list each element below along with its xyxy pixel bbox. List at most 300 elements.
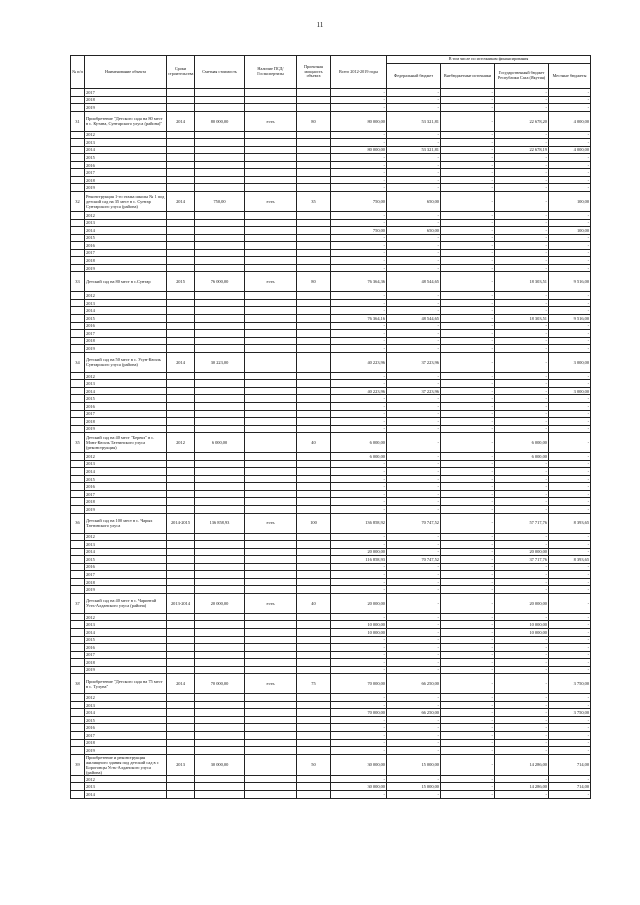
- year-label: 2016: [85, 161, 167, 169]
- year-row: [71, 621, 591, 629]
- total-amount: 136 858,92: [331, 513, 387, 533]
- year-label: 2014: [85, 468, 167, 476]
- local-budget: -: [549, 89, 591, 97]
- empty-psd-cell: [245, 709, 297, 717]
- empty-capacity-cell: [297, 227, 331, 235]
- header-name: Наименование объекта: [85, 56, 167, 89]
- local-budget: 3 000,00: [549, 387, 591, 395]
- empty-term-cell: [167, 96, 195, 104]
- design-capacity: 40: [297, 593, 331, 613]
- year-row: [71, 505, 591, 513]
- empty-psd-cell: [245, 636, 297, 644]
- object-row: [71, 192, 591, 212]
- year-label: 2017: [85, 651, 167, 659]
- empty-psd-cell: [245, 257, 297, 265]
- republic-budget: -: [495, 219, 549, 227]
- empty-capacity-cell: [297, 783, 331, 791]
- empty-term-cell: [167, 418, 195, 426]
- local-budget: -: [549, 131, 591, 139]
- empty-capacity-cell: [297, 621, 331, 629]
- empty-cost-cell: [195, 139, 245, 147]
- empty-cost-cell: [195, 345, 245, 353]
- empty-capacity-cell: [297, 322, 331, 330]
- total-amount: -: [331, 257, 387, 265]
- total-amount: 70 000,00: [331, 709, 387, 717]
- local-budget: -: [549, 169, 591, 177]
- empty-term-cell: [167, 402, 195, 410]
- extra-budget-sources: -: [441, 453, 495, 461]
- empty-psd-cell: [245, 104, 297, 112]
- design-capacity: 80: [297, 111, 331, 131]
- table-body: [71, 89, 591, 799]
- extra-budget-sources: -: [441, 219, 495, 227]
- federal-budget: -: [387, 307, 441, 315]
- empty-capacity-cell: [297, 533, 331, 541]
- year-row: [71, 345, 591, 353]
- republic-budget: -: [495, 330, 549, 338]
- year-row: [71, 578, 591, 586]
- year-label: 2012: [85, 775, 167, 783]
- empty-psd-cell: [245, 249, 297, 257]
- federal-budget: -: [387, 483, 441, 491]
- republic-budget: 57 717,76: [495, 513, 549, 533]
- year-label: 2018: [85, 176, 167, 184]
- empty-term-cell: [167, 716, 195, 724]
- republic-budget: -: [495, 352, 549, 372]
- republic-budget: -: [495, 299, 549, 307]
- total-amount: -: [331, 410, 387, 418]
- federal-budget: -: [387, 475, 441, 483]
- empty-term-cell: [167, 709, 195, 717]
- republic-budget: -: [495, 505, 549, 513]
- empty-capacity-cell: [297, 505, 331, 513]
- empty-num-cell: [71, 169, 85, 177]
- federal-budget: -: [387, 322, 441, 330]
- federal-budget: 53 321,81: [387, 146, 441, 154]
- total-amount: -: [331, 498, 387, 506]
- empty-psd-cell: [245, 146, 297, 154]
- total-amount: 76 364,16: [331, 315, 387, 323]
- empty-num-cell: [71, 299, 85, 307]
- year-row: [71, 249, 591, 257]
- year-label: 2012: [85, 694, 167, 702]
- empty-cost-cell: [195, 234, 245, 242]
- federal-budget: 66 250,00: [387, 674, 441, 694]
- empty-num-cell: [71, 146, 85, 154]
- empty-num-cell: [71, 219, 85, 227]
- empty-capacity-cell: [297, 307, 331, 315]
- federal-budget: -: [387, 372, 441, 380]
- federal-budget: -: [387, 402, 441, 410]
- year-label: 2012: [85, 372, 167, 380]
- empty-term-cell: [167, 219, 195, 227]
- empty-psd-cell: [245, 219, 297, 227]
- construction-term: 2014: [167, 192, 195, 212]
- total-amount: -: [331, 460, 387, 468]
- extra-budget-sources: -: [441, 541, 495, 549]
- republic-budget: -: [495, 257, 549, 265]
- empty-cost-cell: [195, 154, 245, 162]
- empty-capacity-cell: [297, 425, 331, 433]
- empty-psd-cell: [245, 548, 297, 556]
- year-label: 2017: [85, 249, 167, 257]
- total-amount: 6 000,00: [331, 453, 387, 461]
- local-budget: -: [549, 345, 591, 353]
- total-amount: -: [331, 790, 387, 798]
- empty-capacity-cell: [297, 578, 331, 586]
- empty-cost-cell: [195, 410, 245, 418]
- extra-budget-sources: -: [441, 161, 495, 169]
- total-amount: -: [331, 395, 387, 403]
- extra-budget-sources: -: [441, 402, 495, 410]
- empty-cost-cell: [195, 621, 245, 629]
- extra-budget-sources: -: [441, 89, 495, 97]
- empty-cost-cell: [195, 747, 245, 755]
- extra-budget-sources: -: [441, 212, 495, 220]
- year-label: 2017: [85, 169, 167, 177]
- empty-term-cell: [167, 541, 195, 549]
- empty-term-cell: [167, 337, 195, 345]
- empty-num-cell: [71, 89, 85, 97]
- empty-term-cell: [167, 644, 195, 652]
- empty-capacity-cell: [297, 460, 331, 468]
- empty-term-cell: [167, 548, 195, 556]
- design-capacity: 100: [297, 513, 331, 533]
- empty-num-cell: [71, 694, 85, 702]
- local-budget: -: [549, 586, 591, 594]
- empty-cost-cell: [195, 322, 245, 330]
- extra-budget-sources: -: [441, 513, 495, 533]
- empty-psd-cell: [245, 380, 297, 388]
- local-budget: -: [549, 337, 591, 345]
- empty-num-cell: [71, 659, 85, 667]
- local-budget: -: [549, 563, 591, 571]
- year-row: [71, 468, 591, 476]
- local-budget: -: [549, 460, 591, 468]
- object-number: 35: [71, 433, 85, 453]
- empty-cost-cell: [195, 387, 245, 395]
- republic-budget: -: [495, 578, 549, 586]
- total-amount: -: [331, 490, 387, 498]
- year-label: 2014: [85, 628, 167, 636]
- table-header: [71, 56, 591, 89]
- extra-budget-sources: -: [441, 380, 495, 388]
- total-amount: 76 364,36: [331, 272, 387, 292]
- extra-budget-sources: -: [441, 548, 495, 556]
- empty-capacity-cell: [297, 299, 331, 307]
- local-budget: -: [549, 257, 591, 265]
- header-cost: Сметная стоимость: [195, 56, 245, 89]
- local-budget: -: [549, 212, 591, 220]
- federal-budget: -: [387, 257, 441, 265]
- local-budget: -: [549, 104, 591, 112]
- estimated-cost: 750,00: [195, 192, 245, 212]
- empty-psd-cell: [245, 732, 297, 740]
- year-label: 2019: [85, 425, 167, 433]
- year-label: 2016: [85, 644, 167, 652]
- empty-cost-cell: [195, 701, 245, 709]
- header-psd: Наличие ПСД/ Госэкспертизы: [245, 56, 297, 89]
- empty-psd-cell: [245, 96, 297, 104]
- federal-budget: 650,00: [387, 192, 441, 212]
- empty-capacity-cell: [297, 184, 331, 192]
- empty-capacity-cell: [297, 483, 331, 491]
- empty-term-cell: [167, 460, 195, 468]
- year-row: [71, 483, 591, 491]
- total-amount: -: [331, 219, 387, 227]
- federal-budget: -: [387, 636, 441, 644]
- total-amount: -: [331, 96, 387, 104]
- extra-budget-sources: -: [441, 613, 495, 621]
- local-budget: -: [549, 621, 591, 629]
- year-row: [71, 227, 591, 235]
- empty-num-cell: [71, 395, 85, 403]
- republic-budget: -: [495, 96, 549, 104]
- total-amount: -: [331, 732, 387, 740]
- year-row: [71, 541, 591, 549]
- extra-budget-sources: -: [441, 184, 495, 192]
- total-amount: -: [331, 104, 387, 112]
- empty-capacity-cell: [297, 315, 331, 323]
- empty-capacity-cell: [297, 716, 331, 724]
- total-amount: -: [331, 234, 387, 242]
- local-budget: -: [549, 418, 591, 426]
- total-amount: 30 000,00: [331, 754, 387, 775]
- total-amount: 116 858,93: [331, 556, 387, 564]
- local-budget: -: [549, 613, 591, 621]
- local-budget: 4 000,00: [549, 111, 591, 131]
- empty-psd-cell: [245, 666, 297, 674]
- federal-budget: -: [387, 104, 441, 112]
- year-row: [71, 131, 591, 139]
- empty-num-cell: [71, 739, 85, 747]
- year-label: 2016: [85, 242, 167, 250]
- empty-term-cell: [167, 387, 195, 395]
- empty-term-cell: [167, 89, 195, 97]
- empty-term-cell: [167, 732, 195, 740]
- empty-term-cell: [167, 468, 195, 476]
- total-amount: -: [331, 264, 387, 272]
- empty-capacity-cell: [297, 292, 331, 300]
- local-budget: -: [549, 739, 591, 747]
- total-amount: -: [331, 659, 387, 667]
- empty-cost-cell: [195, 315, 245, 323]
- year-row: [71, 418, 591, 426]
- year-row: [71, 460, 591, 468]
- federal-budget: -: [387, 418, 441, 426]
- federal-budget: -: [387, 212, 441, 220]
- federal-budget: -: [387, 395, 441, 403]
- extra-budget-sources: -: [441, 352, 495, 372]
- construction-term: 2013-2014: [167, 593, 195, 613]
- year-row: [71, 176, 591, 184]
- extra-budget-sources: -: [441, 337, 495, 345]
- total-amount: -: [331, 586, 387, 594]
- republic-budget: -: [495, 89, 549, 97]
- empty-num-cell: [71, 505, 85, 513]
- total-amount: 40 223,96: [331, 387, 387, 395]
- estimated-cost: 20 000,00: [195, 593, 245, 613]
- republic-budget: -: [495, 212, 549, 220]
- empty-psd-cell: [245, 659, 297, 667]
- local-budget: 100,00: [549, 227, 591, 235]
- extra-budget-sources: -: [441, 387, 495, 395]
- empty-num-cell: [71, 533, 85, 541]
- empty-psd-cell: [245, 264, 297, 272]
- empty-term-cell: [167, 586, 195, 594]
- empty-term-cell: [167, 227, 195, 235]
- republic-budget: -: [495, 154, 549, 162]
- empty-capacity-cell: [297, 418, 331, 426]
- republic-budget: -: [495, 747, 549, 755]
- empty-num-cell: [71, 775, 85, 783]
- year-label: 2017: [85, 732, 167, 740]
- empty-capacity-cell: [297, 732, 331, 740]
- total-amount: -: [331, 372, 387, 380]
- empty-psd-cell: [245, 541, 297, 549]
- local-budget: 714,00: [549, 783, 591, 791]
- empty-term-cell: [167, 146, 195, 154]
- empty-capacity-cell: [297, 249, 331, 257]
- year-label: 2012: [85, 613, 167, 621]
- empty-num-cell: [71, 628, 85, 636]
- design-capacity: 80: [297, 272, 331, 292]
- federal-budget: -: [387, 380, 441, 388]
- design-capacity: [297, 352, 331, 372]
- empty-num-cell: [71, 541, 85, 549]
- republic-budget: -: [495, 563, 549, 571]
- republic-budget: -: [495, 490, 549, 498]
- empty-capacity-cell: [297, 380, 331, 388]
- total-amount: -: [331, 775, 387, 783]
- design-capacity: 40: [297, 433, 331, 453]
- federal-budget: -: [387, 563, 441, 571]
- year-label: 2015: [85, 636, 167, 644]
- empty-capacity-cell: [297, 337, 331, 345]
- local-budget: -: [549, 234, 591, 242]
- object-row: [71, 272, 591, 292]
- year-label: 2015: [85, 716, 167, 724]
- total-amount: -: [331, 716, 387, 724]
- republic-budget: -: [495, 395, 549, 403]
- republic-budget: -: [495, 571, 549, 579]
- total-amount: -: [331, 468, 387, 476]
- empty-psd-cell: [245, 307, 297, 315]
- empty-term-cell: [167, 739, 195, 747]
- federal-budget: -: [387, 292, 441, 300]
- total-amount: -: [331, 184, 387, 192]
- local-budget: -: [549, 425, 591, 433]
- estimated-cost: 70 000,00: [195, 674, 245, 694]
- extra-budget-sources: -: [441, 490, 495, 498]
- empty-cost-cell: [195, 644, 245, 652]
- total-amount: -: [331, 418, 387, 426]
- empty-capacity-cell: [297, 613, 331, 621]
- empty-capacity-cell: [297, 154, 331, 162]
- year-label: 2014: [85, 146, 167, 154]
- empty-num-cell: [71, 96, 85, 104]
- federal-budget: 70 747,52: [387, 513, 441, 533]
- object-number: 36: [71, 513, 85, 533]
- extra-budget-sources: -: [441, 578, 495, 586]
- year-row: [71, 775, 591, 783]
- local-budget: -: [549, 249, 591, 257]
- financing-table: [70, 55, 591, 799]
- extra-budget-sources: -: [441, 533, 495, 541]
- object-row: [71, 593, 591, 613]
- local-budget: -: [549, 410, 591, 418]
- extra-budget-sources: -: [441, 418, 495, 426]
- federal-budget: -: [387, 249, 441, 257]
- empty-num-cell: [71, 563, 85, 571]
- empty-cost-cell: [195, 468, 245, 476]
- empty-num-cell: [71, 716, 85, 724]
- local-budget: -: [549, 659, 591, 667]
- year-label: 2017: [85, 330, 167, 338]
- extra-budget-sources: -: [441, 593, 495, 613]
- empty-capacity-cell: [297, 161, 331, 169]
- local-budget: 100,00: [549, 192, 591, 212]
- year-label: 2013: [85, 701, 167, 709]
- empty-num-cell: [71, 418, 85, 426]
- empty-term-cell: [167, 299, 195, 307]
- local-budget: -: [549, 395, 591, 403]
- extra-budget-sources: -: [441, 636, 495, 644]
- year-row: [71, 395, 591, 403]
- empty-psd-cell: [245, 578, 297, 586]
- extra-budget-sources: -: [441, 651, 495, 659]
- extra-budget-sources: -: [441, 724, 495, 732]
- republic-budget: -: [495, 227, 549, 235]
- year-row: [71, 104, 591, 112]
- page-number: 11: [316, 21, 324, 29]
- empty-term-cell: [167, 131, 195, 139]
- republic-budget: 22 678,20: [495, 111, 549, 131]
- estimated-cost: 76 000,00: [195, 272, 245, 292]
- year-row: [71, 586, 591, 594]
- empty-cost-cell: [195, 475, 245, 483]
- design-capacity: 35: [297, 192, 331, 212]
- year-label: 2015: [85, 475, 167, 483]
- local-budget: -: [549, 219, 591, 227]
- estimated-cost: 80 000,00: [195, 111, 245, 131]
- empty-capacity-cell: [297, 453, 331, 461]
- year-row: [71, 139, 591, 147]
- empty-cost-cell: [195, 249, 245, 257]
- empty-psd-cell: [245, 410, 297, 418]
- header-num: № п/п: [71, 56, 85, 89]
- psd-status: есть: [245, 593, 297, 613]
- extra-budget-sources: -: [441, 505, 495, 513]
- extra-budget-sources: -: [441, 644, 495, 652]
- federal-budget: -: [387, 161, 441, 169]
- year-row: [71, 644, 591, 652]
- year-row: [71, 556, 591, 564]
- empty-term-cell: [167, 104, 195, 112]
- local-budget: -: [549, 747, 591, 755]
- empty-term-cell: [167, 578, 195, 586]
- empty-psd-cell: [245, 453, 297, 461]
- empty-capacity-cell: [297, 242, 331, 250]
- construction-term: 2015: [167, 272, 195, 292]
- total-amount: -: [331, 169, 387, 177]
- total-amount: -: [331, 161, 387, 169]
- local-budget: -: [549, 402, 591, 410]
- extra-budget-sources: -: [441, 322, 495, 330]
- total-amount: 80 000,00: [331, 146, 387, 154]
- extra-budget-sources: -: [441, 694, 495, 702]
- federal-budget: -: [387, 541, 441, 549]
